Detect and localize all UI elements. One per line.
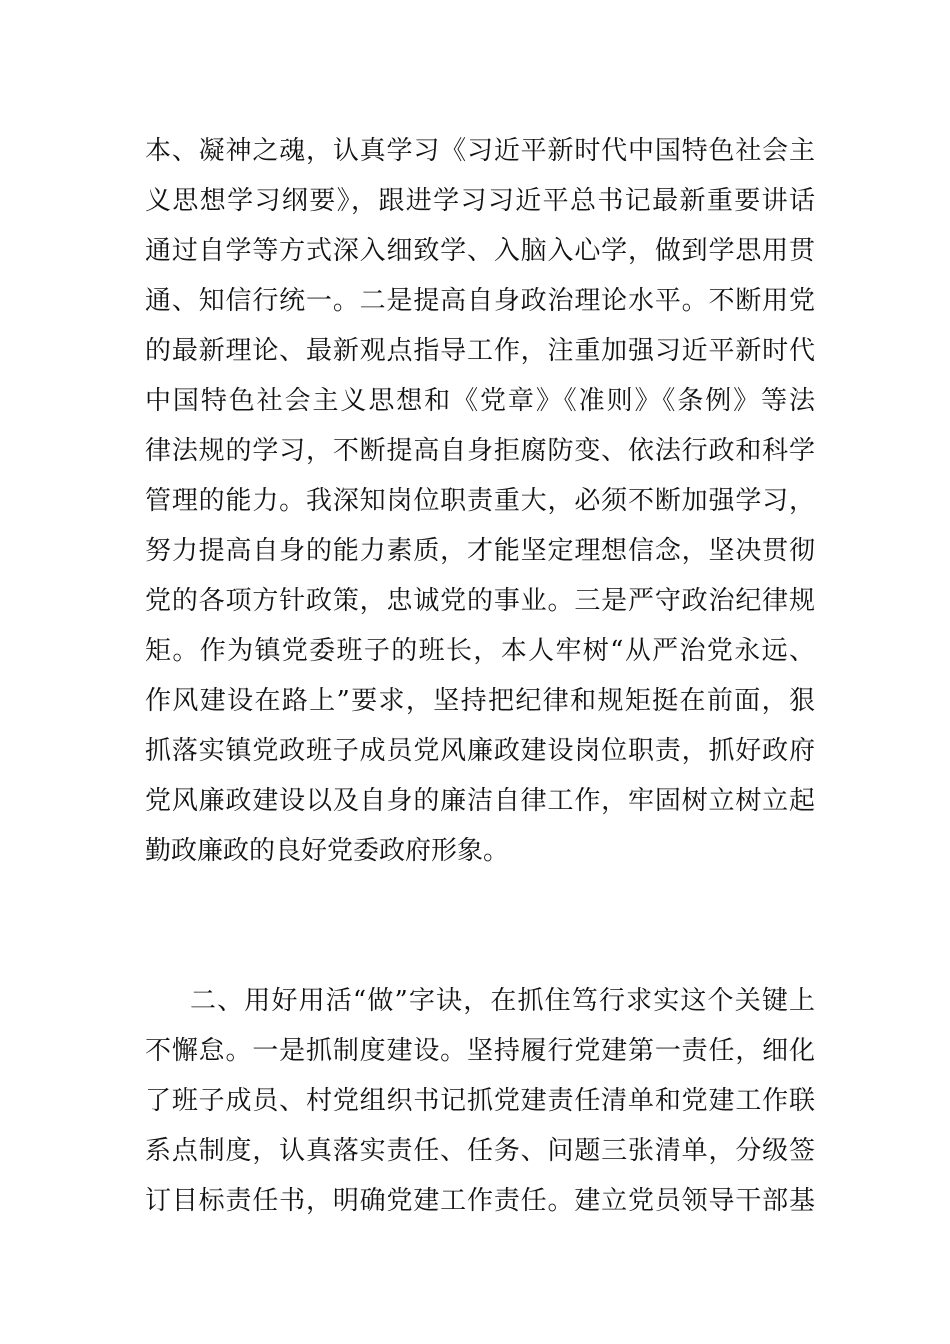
text-line: 勤政廉政的良好党委政府形象。 xyxy=(145,836,510,866)
text-line: 矩。作为镇党委班子的班长，本人牢树“从严治党永远、 xyxy=(145,636,815,666)
text-line: 二、用好用活“做”字诀，在抓住笃行求实这个关键上 xyxy=(190,986,815,1016)
text-line: 订目标责任书，明确党建工作责任。建立党员领导干部基 xyxy=(145,1186,815,1216)
text-line: 抓落实镇党政班子成员党风廉政建设岗位职责，抓好政府 xyxy=(145,736,815,766)
text-line: 管理的能力。我深知岗位职责重大，必须不断加强学习， xyxy=(145,486,815,516)
text-line: 的最新理论、最新观点指导工作，注重加强习近平新时代 xyxy=(145,336,815,366)
text-line: 党的各项方针政策，忠诚党的事业。三是严守政治纪律规 xyxy=(145,586,815,616)
text-line: 通、知信行统一。二是提高自身政治理论水平。不断用党 xyxy=(145,286,815,316)
text-line: 律法规的学习，不断提高自身拒腐防变、依法行政和科学 xyxy=(145,436,815,466)
text-line: 系点制度，认真落实责任、任务、问题三张清单，分级签 xyxy=(145,1136,815,1166)
text-line: 了班子成员、村党组织书记抓党建责任清单和党建工作联 xyxy=(145,1086,815,1116)
text-line: 通过自学等方式深入细致学、入脑入心学，做到学思用贯 xyxy=(145,236,815,266)
text-line: 作风建设在路上”要求，坚持把纪律和规矩挺在前面，狠 xyxy=(145,686,815,716)
text-line: 党风廉政建设以及自身的廉洁自律工作，牢固树立树立起 xyxy=(145,786,815,816)
text-line: 中国特色社会主义思想和《党章》《准则》《条例》等法 xyxy=(145,386,815,416)
text-line: 努力提高自身的能力素质，才能坚定理想信念，坚决贯彻 xyxy=(145,536,815,566)
text-line: 不懈怠。一是抓制度建设。坚持履行党建第一责任，细化 xyxy=(145,1036,815,1066)
text-line: 义思想学习纲要》，跟进学习习近平总书记最新重要讲话 xyxy=(145,186,815,216)
text-line: 本、凝神之魂，认真学习《习近平新时代中国特色社会主 xyxy=(145,136,815,166)
